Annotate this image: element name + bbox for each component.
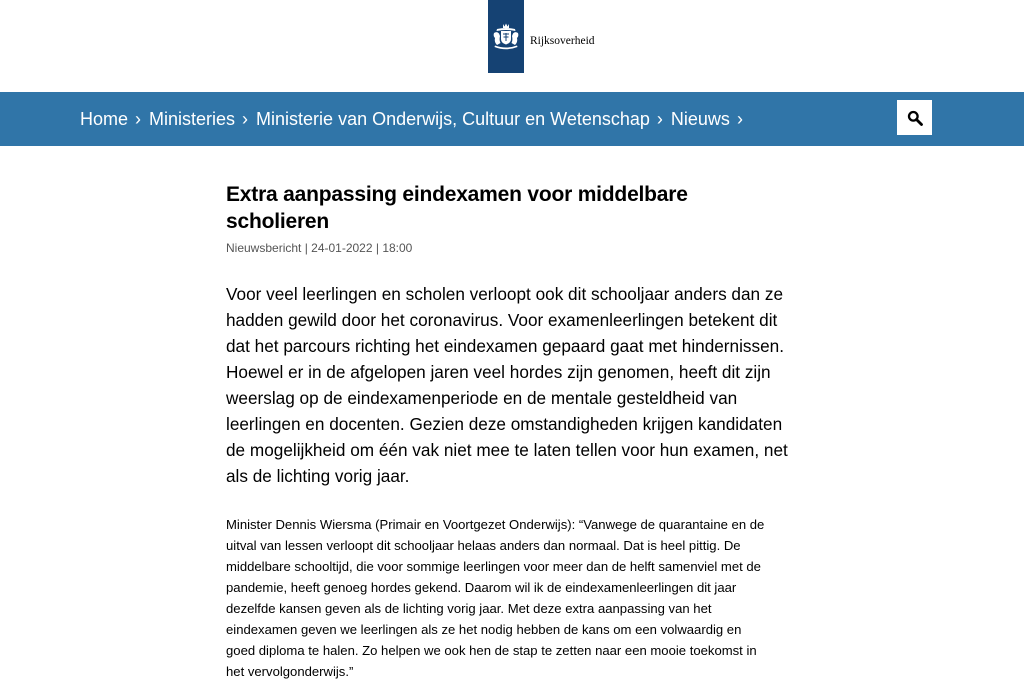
article-meta: Nieuwsbericht | 24-01-2022 | 18:00 (226, 241, 413, 255)
search-button[interactable] (897, 100, 932, 135)
article-lead: Voor veel leerlingen en scholen verloopt ook dit schooljaar anders dan ze hadden gewild door het coronavirus. Voor examenleerlingen betekent dit dat het parcours richting het eindexamen gepaard gaat met hindernissen. Hoewel er in de afgelopen jaren veel hordes zijn genomen, heeft dit zijn weerslag op de eindexamenperiode en de mentale gesteldheid van leerlingen en docenten. Gezien deze omstandigheden krijgen kandidaten de mogelijkheid om één vak niet mee te laten tellen voor hun examen, net als de lichting vorig jaar. (226, 284, 788, 486)
chevron-right-icon: › (242, 108, 249, 129)
chevron-right-icon: › (656, 108, 663, 129)
chevron-right-icon: › (736, 108, 743, 129)
chevron-right-icon: › (135, 108, 142, 129)
page-title: Extra aanpassing eindexamen voor middelbare scholieren (226, 183, 688, 233)
breadcrumb-home[interactable]: Home (80, 108, 129, 129)
breadcrumb-nieuws[interactable]: Nieuws (670, 108, 730, 129)
logo-text: Rijksoverheid (530, 35, 595, 47)
logo-mark (488, 0, 524, 73)
coat-of-arms-icon (488, 22, 524, 52)
search-icon (907, 110, 923, 126)
article (226, 181, 796, 682)
breadcrumb-ministerie-ocw[interactable]: Ministerie van Onderwijs, Cultuur en Wetenschap (256, 108, 650, 129)
breadcrumb (80, 92, 751, 146)
article-quote: Minister Dennis Wiersma (Primair en Voortgezet Onderwijs): “Vanwege de quarantaine en de uitval van lessen verloopt dit schooljaar helaas anders dan normaal. Dat is heel pittig. De middelbare schooltijd, die voor sommige leerlingen voor meer dan de helft samenviel met de pandemie, heeft genoeg hordes gekend. Daarom wil ik de eindexamenleerlingen dit jaar dezelfde kansen geven als de lichting vorig jaar. Met deze extra aanpassing van het eindexamen geven we leerlingen als ze het nodig hebben de kans om een volwaardig en goed diploma te halen. Zo helpen we ook hen de stap te zetten naar een mooie toekomst in het vervolgonderwijs.” (226, 517, 765, 679)
breadcrumb-bar (0, 92, 1024, 146)
breadcrumb-ministeries[interactable]: Ministeries (149, 108, 236, 129)
site-header (0, 0, 1024, 92)
